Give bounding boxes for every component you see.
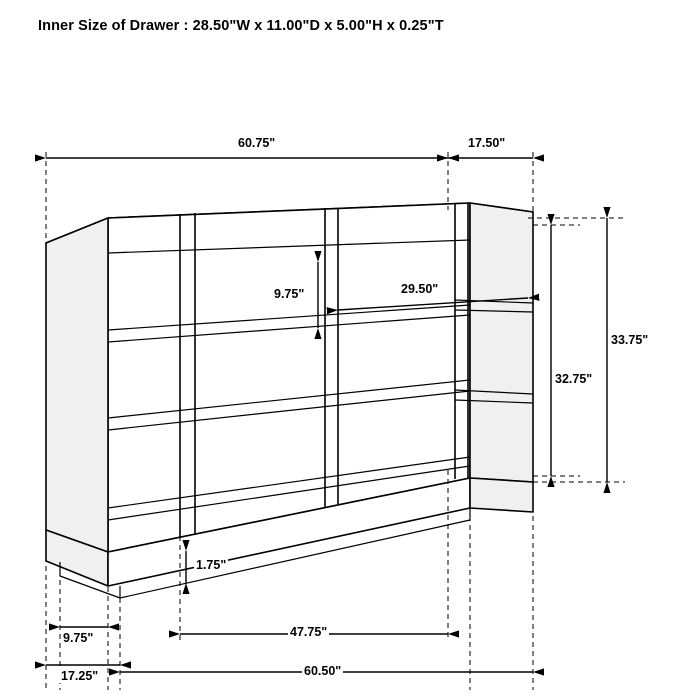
- dim-base-inner-width: 47.75": [290, 625, 328, 639]
- dim-drawer-front-height: 9.75": [274, 287, 305, 301]
- dim-base-width-left: 17.25": [61, 669, 99, 683]
- dim-case-height: 32.75": [555, 372, 593, 386]
- dim-top-width-main: 60.75": [238, 136, 276, 150]
- page-title: Inner Size of Drawer : 28.50"W x 11.00"D x 5.00"H x 0.25"T: [38, 18, 444, 34]
- dim-drawer-front-width: 29.50": [401, 282, 439, 296]
- dim-total-height: 33.75": [611, 333, 649, 347]
- dim-top-width-side: 17.50": [468, 136, 506, 150]
- dresser-body: [46, 203, 533, 598]
- dim-base-height: 1.75": [196, 558, 227, 572]
- dim-base-depth-left: 9.75": [63, 631, 94, 645]
- dim-base-total-width: 60.50": [304, 664, 342, 678]
